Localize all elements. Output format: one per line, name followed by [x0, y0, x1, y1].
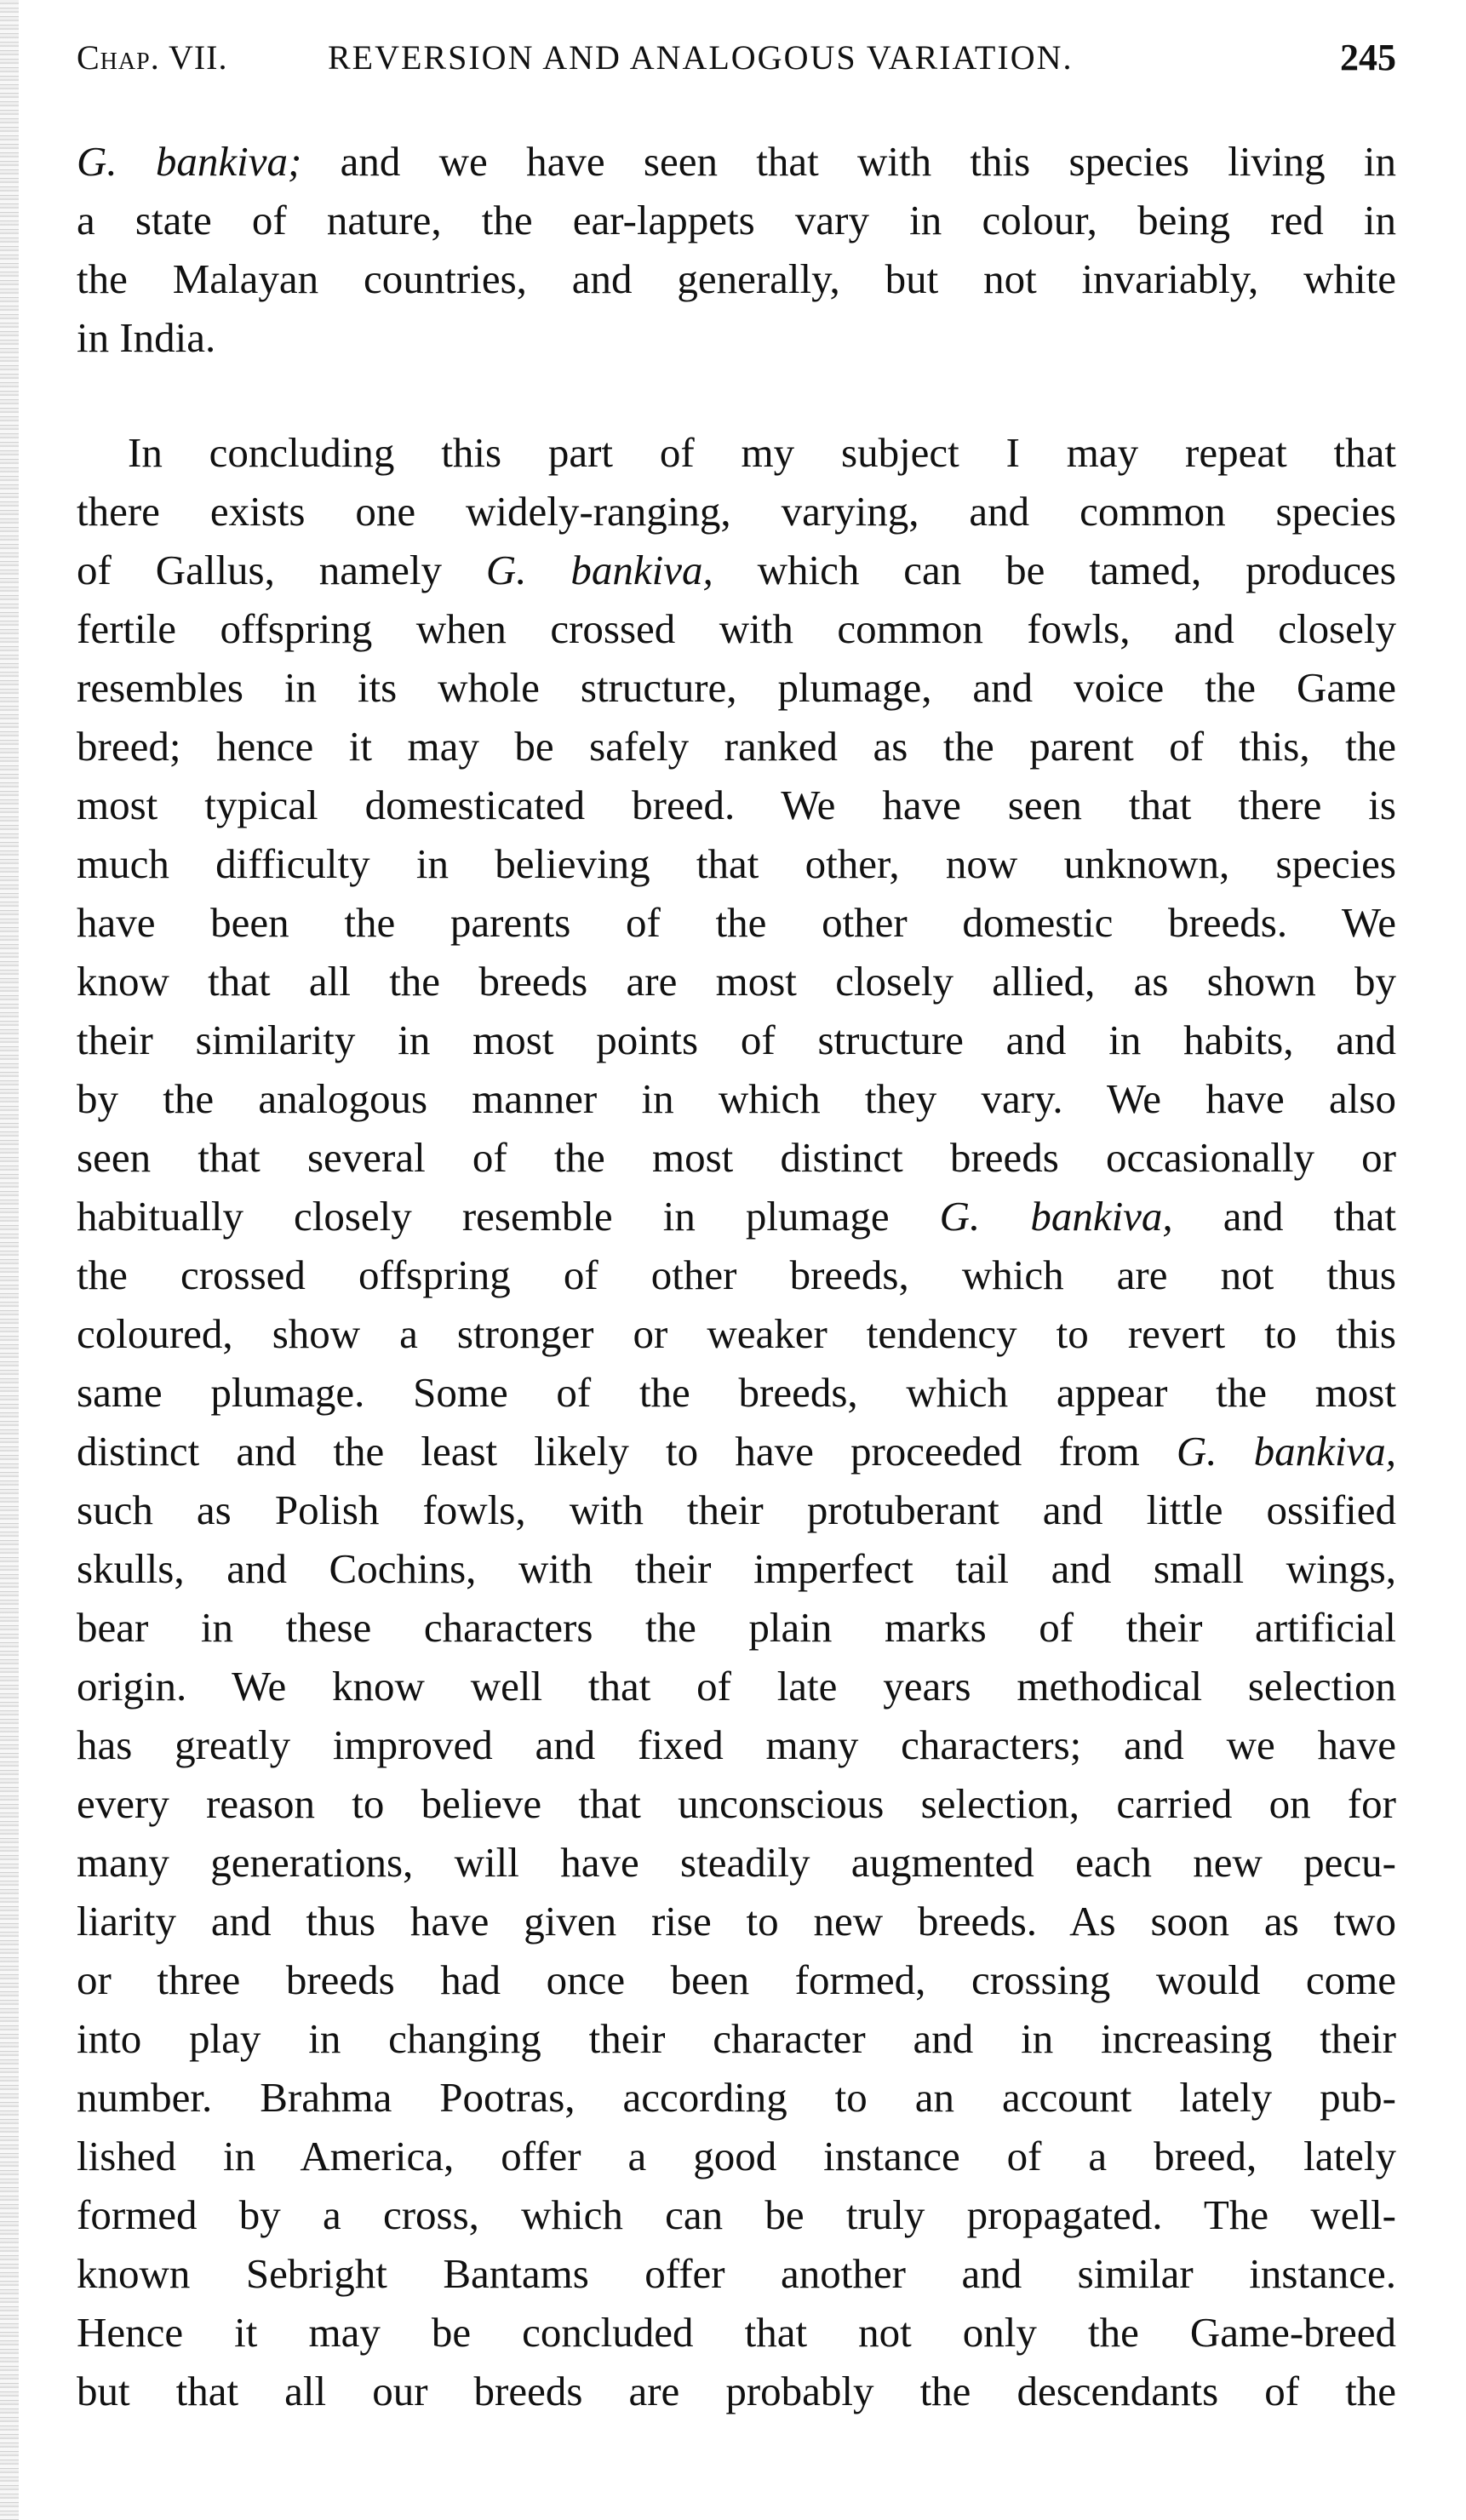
species-name: G. bankiva;: [77, 138, 302, 185]
text-line: same plumage. Some of the breeds, which appear the most: [77, 1369, 1396, 1416]
species-name: G. bankiva,: [939, 1193, 1173, 1240]
text-fragment: distinct and the least likely to have proceeded from: [77, 1428, 1177, 1475]
text-line: resembles in its whole structure, plumage, and voice the Game: [77, 664, 1396, 711]
text-line: In concluding this part of my subject I may repeat that: [128, 429, 1396, 476]
paragraph-2: [77, 423, 1396, 2420]
text-line: origin. We know well that of late years methodical selection: [77, 1663, 1396, 1710]
species-name: G. bankiva,: [1176, 1428, 1396, 1475]
text-line: [77, 1422, 1396, 1480]
text-line: liarity and thus have given rise to new breeds. As soon as two: [77, 1898, 1396, 1944]
text-line: the crossed offspring of other breeds, which are not thus: [77, 1251, 1396, 1298]
text-line: has greatly improved and fixed many characters; and we have: [77, 1721, 1396, 1768]
text-line: skulls, and Cochins, with their imperfect tail and small wings,: [77, 1545, 1396, 1592]
page-number: 245: [1340, 37, 1396, 78]
text-line: many generations, will have steadily augmented each new pecu-: [77, 1839, 1396, 1886]
text-fragment: and we have seen that with this species living in: [301, 138, 1396, 185]
chapter-title: REVERSION AND ANALOGOUS VARIATION.: [328, 38, 1074, 77]
text-line: in India.: [77, 314, 216, 361]
text-line: seen that several of the most distinct breeds occasionally or: [77, 1134, 1396, 1181]
text-line: most typical domesticated breed. We have seen that there is: [77, 782, 1396, 828]
text-line: there exists one widely-ranging, varying, and common species: [77, 488, 1396, 535]
text-fragment: and that: [1172, 1193, 1396, 1240]
text-line: [77, 1187, 1396, 1246]
text-fragment: habitually closely resemble in plumage: [77, 1193, 940, 1240]
text-line: fertile offspring when crossed with common fowls, and closely: [77, 605, 1396, 652]
text-line: into play in changing their character and in increasing their: [77, 2015, 1396, 2062]
text-line: the Malayan countries, and generally, but not invariably, white: [77, 255, 1396, 302]
text-fragment: of Gallus, namely: [77, 547, 486, 593]
paragraph-1: [77, 132, 1396, 367]
text-line: or three breeds had once been formed, crossing would come: [77, 1956, 1396, 2003]
text-line: known Sebright Bantams offer another and similar instance.: [77, 2250, 1396, 2297]
text-line: number. Brahma Pootras, according to an account lately pub-: [77, 2074, 1396, 2121]
text-line: every reason to believe that unconscious selection, carried on for: [77, 1780, 1396, 1827]
chapter-label: Chap. VII.: [77, 38, 228, 77]
text-line: by the analogous manner in which they vary. We have also: [77, 1075, 1396, 1122]
paragraph-gap: [77, 367, 1396, 423]
text-line: coloured, show a stronger or weaker tendency to revert to this: [77, 1310, 1396, 1357]
text-line: formed by a cross, which can be truly propagated. The well-: [77, 2191, 1396, 2238]
running-head: [77, 32, 1396, 83]
text-line: have been the parents of the other domestic breeds. We: [77, 899, 1396, 946]
text-line: Hence it may be concluded that not only the Game-breed: [77, 2309, 1396, 2356]
body-text: [77, 132, 1396, 2420]
text-line: know that all the breeds are most closely allied, as shown by: [77, 958, 1396, 1005]
text-line: their similarity in most points of structure and in habits, and: [77, 1017, 1396, 1063]
text-line: but that all our breeds are probably the descendants of the: [77, 2368, 1396, 2414]
text-line: such as Polish fowls, with their protuberant and little ossified: [77, 1486, 1396, 1533]
text-line: much difficulty in believing that other, now unknown, species: [77, 840, 1396, 887]
text-line: [77, 541, 1396, 599]
text-line: a state of nature, the ear-lappets vary in colour, being red in: [77, 197, 1396, 243]
text-line: breed; hence it may be safely ranked as the parent of this, the: [77, 723, 1396, 770]
species-name: G. bankiva,: [485, 547, 713, 593]
text-fragment: which can be tamed, produces: [713, 547, 1396, 593]
text-line: [77, 132, 1396, 191]
text-line: lished in America, offer a good instance of a breed, lately: [77, 2133, 1396, 2179]
text-line: bear in these characters the plain marks of their artificial: [77, 1604, 1396, 1651]
